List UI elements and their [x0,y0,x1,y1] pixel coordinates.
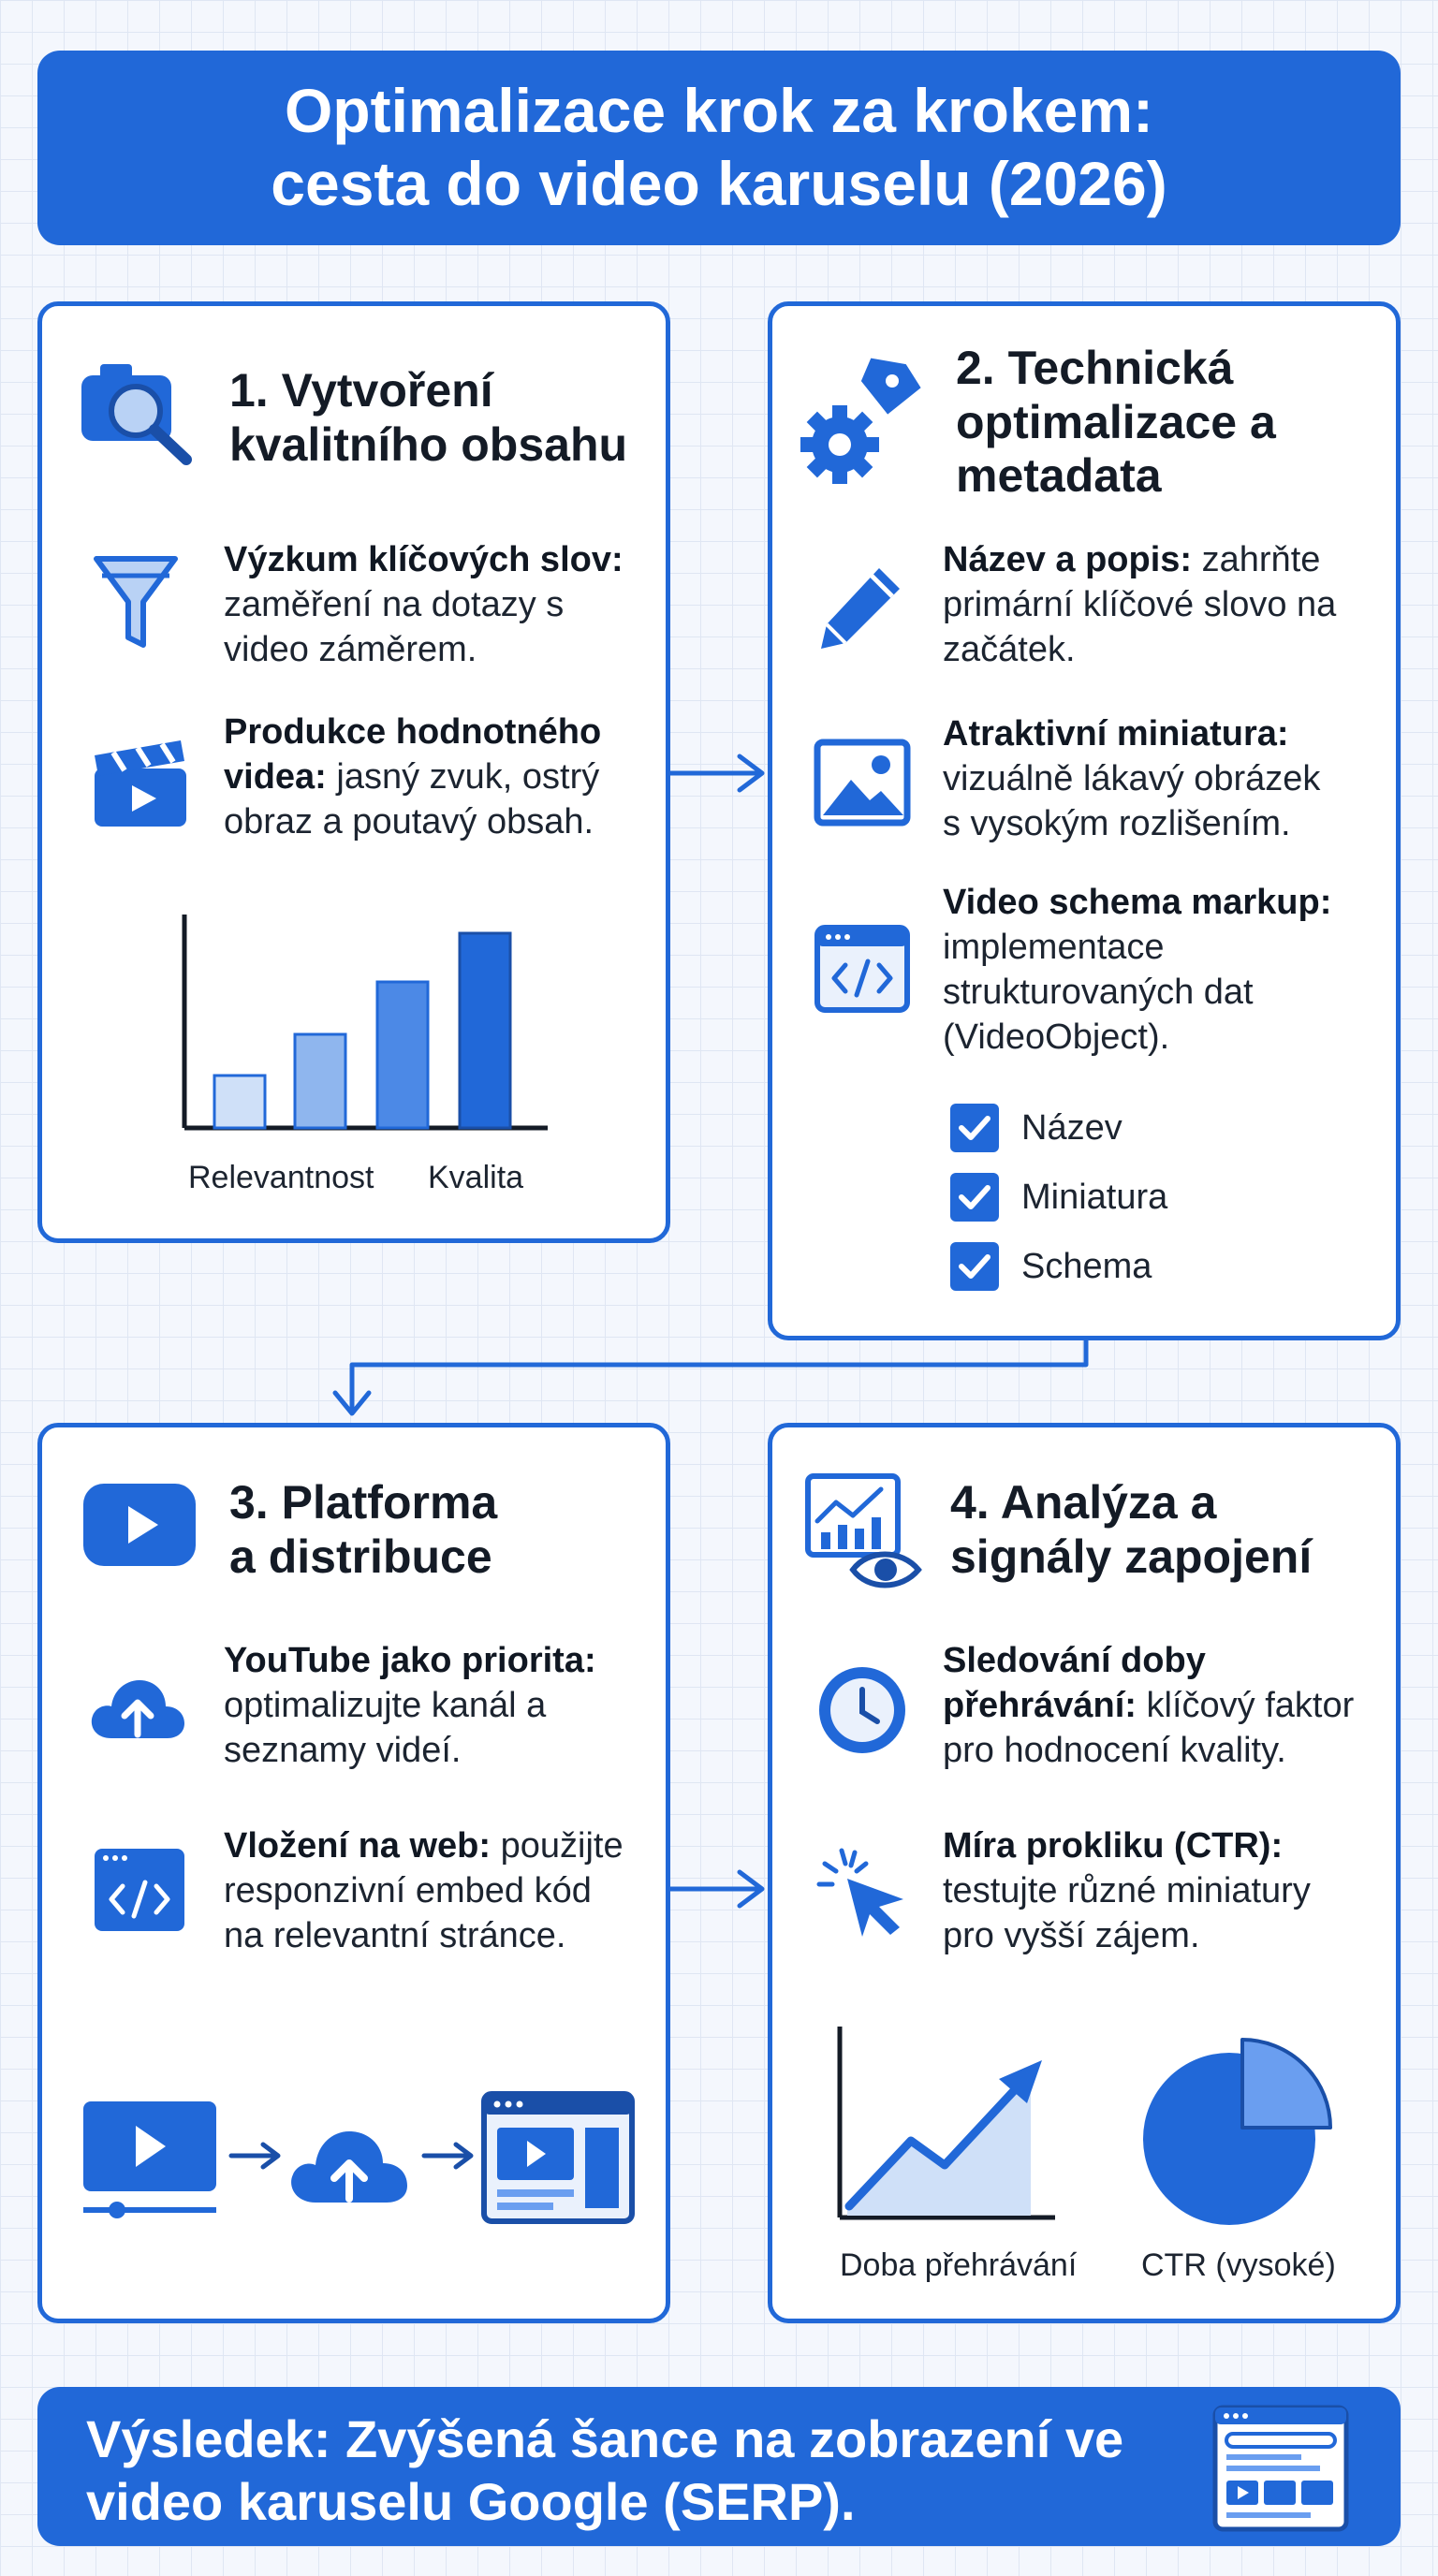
step-2-item-2: Atraktivní miniatura: vizuálně lákavý obrázek s vysokým rozlišením. [943,714,1321,843]
result-banner [37,2387,1401,2546]
clock-icon [814,1661,911,1759]
code-window-icon [814,924,911,1014]
checklist-item-nazev: Název [948,1102,1123,1154]
step-4-item-2: Míra prokliku (CTR): testujte různé miniatury pro vyšší zájem. [943,1826,1311,1955]
step-2-card [768,301,1401,1340]
line-chart-icon [834,2027,1059,2223]
code-window-icon [91,1845,188,1935]
funnel-icon [91,551,181,654]
step-3-item-2: Vložení na web: použijte responzivní embed kód na relevantní stránce. [224,1826,624,1955]
step-2-title: 2. Technická optimalizace a metadata [956,342,1276,502]
step-3-title: 3. Platforma a distribuce [229,1476,498,1583]
pie-chart-icon [1139,2036,1332,2229]
checkbox-checked-icon [948,1102,1001,1154]
chart-label-relevance: Relevantnost [188,1160,374,1195]
camera-search-icon [78,355,199,467]
youtube-play-icon [80,1480,199,1570]
chart-label-ctr: CTR (vysoké) [1141,2247,1336,2283]
chart-label-watch-time: Doba přehrávání [840,2247,1078,2283]
step-3-item-1: YouTube jako priorita: optimalizujte kanál a seznamy videí. [224,1641,596,1770]
cloud-upload-icon [85,1667,188,1751]
page-title: Optimalizace krok za krokem: cesta do video karuselu (2026) [271,76,1167,218]
bar-3 [377,982,428,1128]
step-1-item-1: Výzkum klíčových slov: zaměření na dotazy s video záměrem. [224,540,624,669]
result-text: Výsledek: Zvýšená šance na zobrazení ve video karuselu Google (SERP). [86,2409,1124,2532]
analytics-eye-icon [804,1472,926,1594]
clapperboard-icon [91,737,190,830]
checklist-item-schema: Schema [948,1240,1152,1293]
bar-1 [214,1076,265,1128]
checkbox-checked-icon [948,1240,1001,1293]
video-player-icon [83,2101,216,2218]
arrow-step3-to-step4 [670,1872,762,1906]
checkbox-checked-icon [948,1171,1001,1223]
cursor-click-icon [814,1845,917,1939]
step-1-item-2: Produkce hodnotného videa: jasný zvuk, ostrý obraz a poutavý obsah. [224,712,602,842]
distribution-flow [80,2088,641,2229]
arrow-step2-to-step3 [335,1340,1086,1413]
image-icon [814,739,911,827]
step-1-card [37,301,670,1243]
bar-2 [295,1034,345,1128]
cloud-upload-icon [291,2131,407,2203]
step-3-card [37,1423,670,2323]
bar-4 [460,933,510,1128]
chart-label-quality: Kvalita [428,1160,524,1195]
step-4-item-1: Sledování doby přehrávání: klíčový faktor pro hodnocení kvality. [943,1641,1355,1770]
step-2-item-1: Název a popis: zahrňte primární klíčové slovo na začátek. [943,540,1337,669]
serp-video-carousel-icon [1211,2404,1350,2533]
pencil-icon [814,561,907,654]
step-4-title: 4. Analýza a signály zapojení [950,1476,1313,1583]
bar-chart-icon [179,915,553,1139]
step-4-card [768,1423,1401,2323]
step-2-item-3: Video schema markup: implementace strukturovaných dat (VideoObject). [943,883,1332,1057]
checklist-item-miniatura: Miniatura [948,1171,1167,1223]
arrow-step1-to-step2 [670,756,762,790]
webpage-video-icon [484,2094,632,2221]
step-1-title: 1. Vytvoření kvalitního obsahu [229,364,628,471]
gear-tag-icon [799,355,930,486]
